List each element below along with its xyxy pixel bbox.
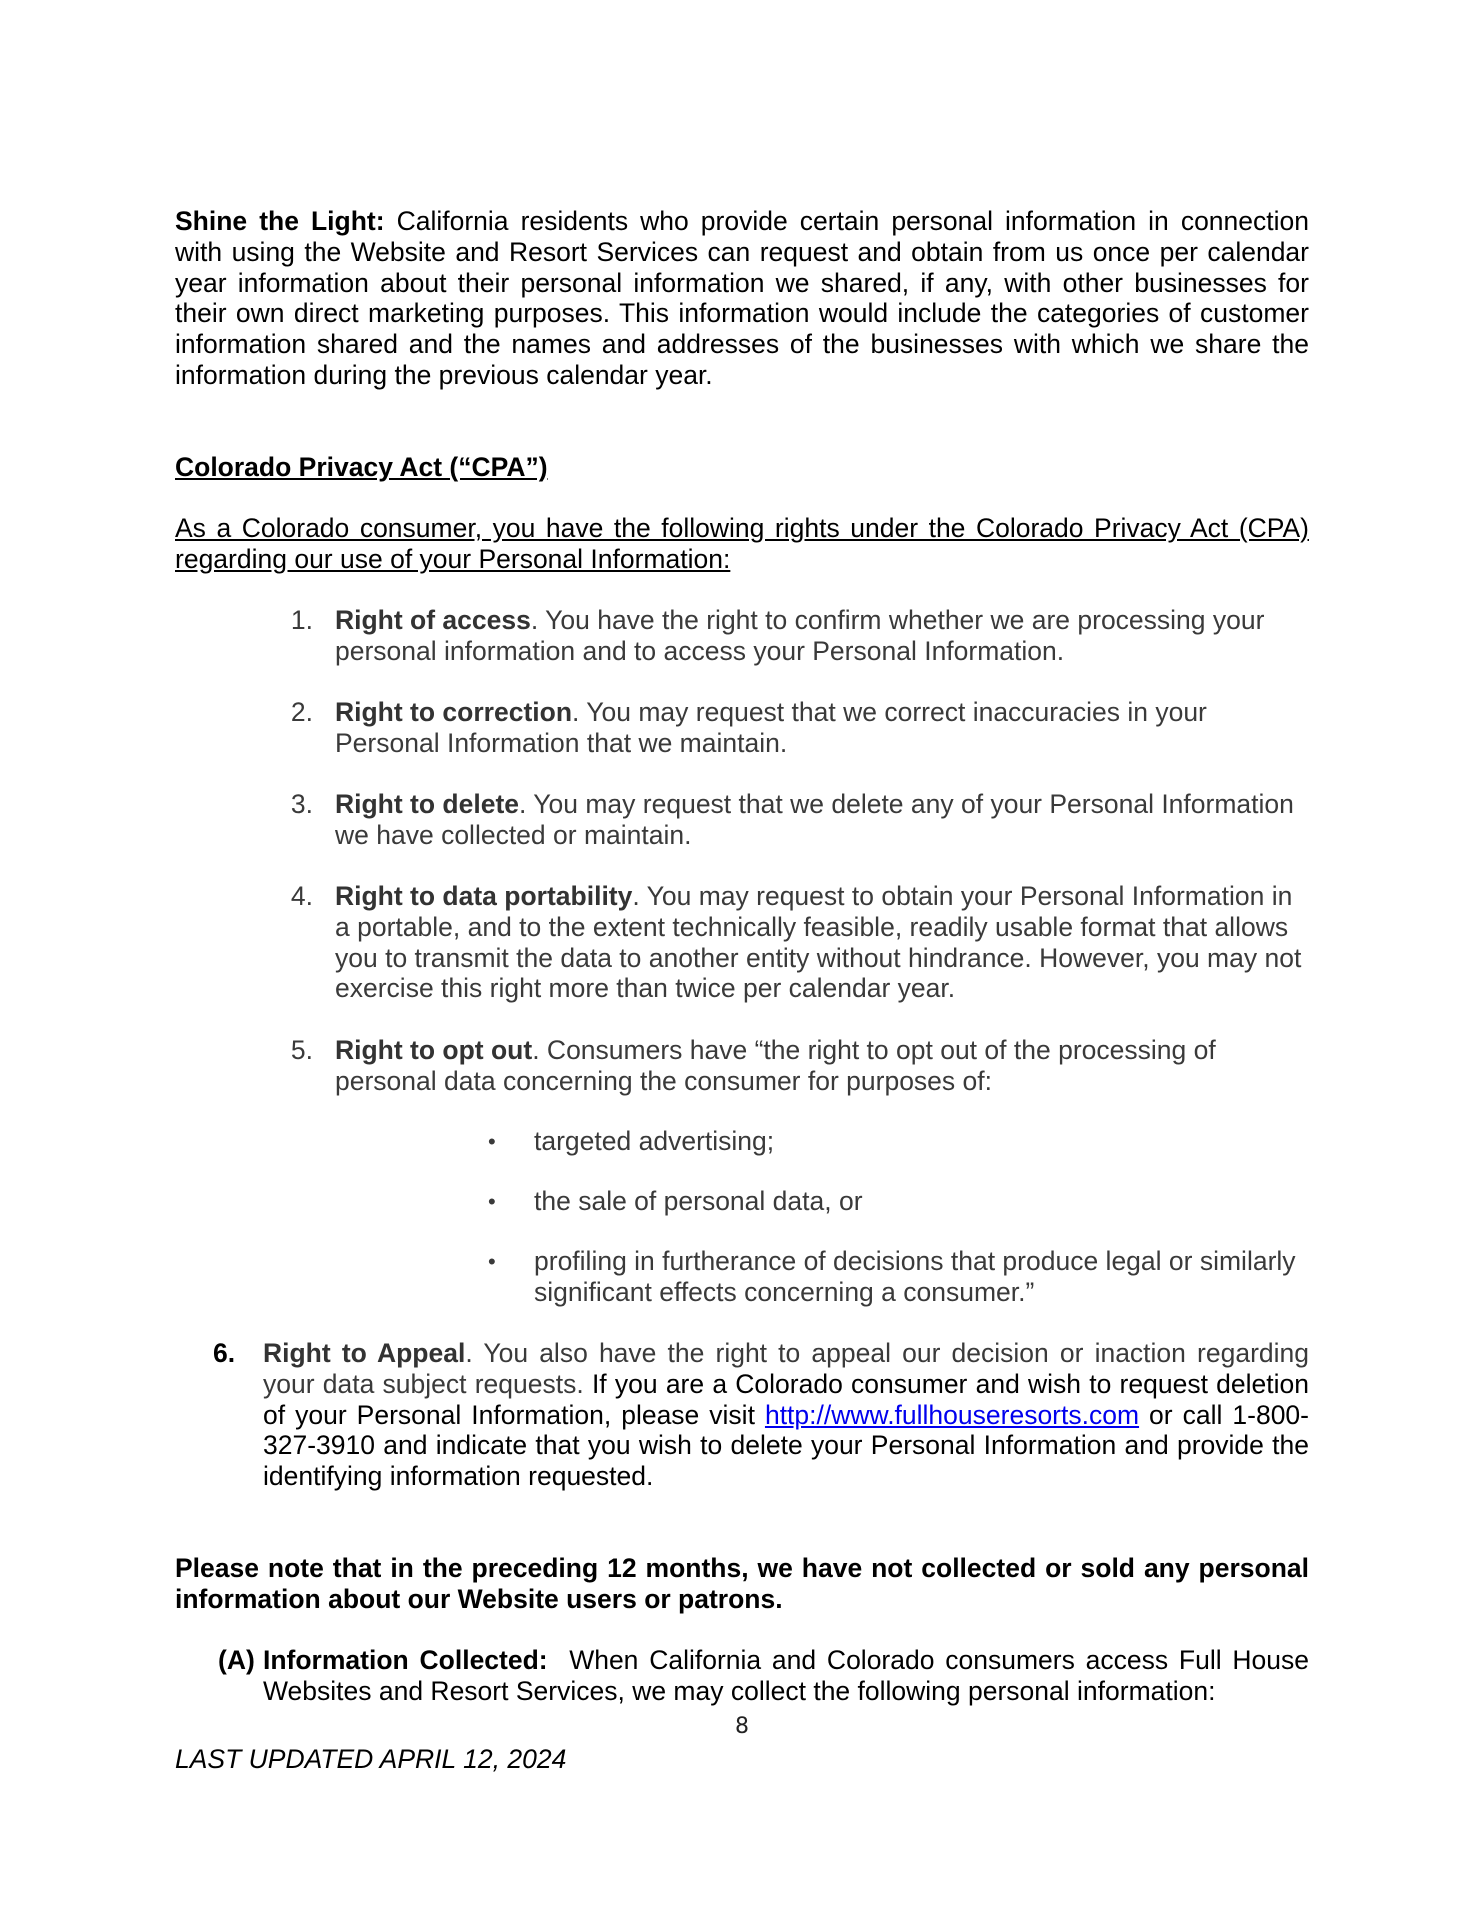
information-collected-item bbox=[218, 1645, 1317, 1707]
shine-the-light-heading: Shine the Light: bbox=[175, 206, 385, 236]
right-number: 3. bbox=[290, 789, 313, 819]
bullet-icon: • bbox=[488, 1189, 496, 1214]
shine-the-light-text: California residents who provide certain personal information in connection with using the Website and Resort Services can request and obtain from us once per calendar year information about their personal information we shared, if any, with other businesses for their own direct marketing purposes. This information would include the categories of customer information shared and the names and addresses of the businesses with which we share the information during the previous calendar year. bbox=[175, 206, 1310, 390]
appeal-title: Right to Appeal bbox=[263, 1338, 466, 1368]
right-title: Right to data portability bbox=[335, 881, 633, 911]
page-number: 8 bbox=[735, 1714, 749, 1739]
right-item-3 bbox=[290, 789, 1310, 851]
opt-out-bullet-2 bbox=[488, 1186, 1310, 1217]
right-title: Right to delete bbox=[335, 789, 520, 819]
right-number: 1. bbox=[290, 605, 313, 635]
opt-out-bullet-1 bbox=[488, 1126, 1310, 1157]
appeal-text-gray: . You also have the right to appeal our decision or inaction regarding your data subject requests. bbox=[263, 1338, 1309, 1399]
right-number: 2. bbox=[290, 697, 313, 727]
cpa-section-title: Colorado Privacy Act (“CPA”) bbox=[175, 452, 548, 482]
appeal-text-1: If you are a Colorado consumer and wish to request deletion of your Personal Information, please visit bbox=[263, 1368, 1309, 1430]
right-number: 5. bbox=[290, 1035, 313, 1065]
bullet-text: targeted advertising; bbox=[534, 1126, 775, 1156]
right-item-4 bbox=[290, 881, 1310, 1004]
bullet-icon: • bbox=[488, 1129, 496, 1154]
right-text: . You may request to obtain your Personal Information in a portable, and to the extent technically feasible, readily usable format that allows you to transmit the data to another entity without hindrance. However, you may not exercise this right more than twice per calendar year. bbox=[335, 881, 1302, 1004]
cpa-intro: As a Colorado consumer, you have the following rights under the Colorado Privacy Act (CPA) regarding our use of your Personal Information: bbox=[175, 513, 1309, 574]
right-number: 4. bbox=[290, 881, 313, 911]
right-item-5 bbox=[290, 1035, 1310, 1097]
right-item-2 bbox=[290, 697, 1310, 759]
right-to-appeal-item bbox=[213, 1338, 1309, 1492]
opt-out-bullet-3 bbox=[488, 1246, 1310, 1308]
bullet-text: the sale of personal data, or bbox=[534, 1186, 863, 1216]
appeal-number: 6. bbox=[213, 1338, 236, 1368]
info-collected-label: (A) bbox=[218, 1645, 255, 1675]
info-collected-title: Information Collected: bbox=[263, 1645, 548, 1675]
right-text: . You have the right to confirm whether we are processing your personal information and to access your Personal Information. bbox=[335, 605, 1265, 666]
right-text: . You may request that we delete any of your Personal Information we have collected or maintain. bbox=[335, 789, 1294, 850]
shine-the-light-paragraph bbox=[175, 206, 1309, 391]
bullet-icon: • bbox=[488, 1249, 496, 1274]
fullhouse-website-link[interactable]: http://www.fullhouseresorts.com bbox=[764, 1399, 1140, 1430]
last-updated-footer: LAST UPDATED APRIL 12, 2024 bbox=[175, 1744, 567, 1774]
appeal-text-2: or call 1-800-327-3910 and indicate that you wish to delete your Personal Information and provide the identifying information requested. bbox=[263, 1399, 1309, 1492]
right-title: Right to correction bbox=[335, 697, 573, 727]
right-item-1 bbox=[290, 605, 1310, 667]
right-title: Right to opt out bbox=[335, 1035, 533, 1065]
right-text: . You may request that we correct inaccuracies in your Personal Information that we maintain. bbox=[335, 697, 1207, 758]
collection-note: Please note that in the preceding 12 months, we have not collected or sold any personal information about our Website users or patrons. bbox=[175, 1553, 1309, 1614]
right-title: Right of access bbox=[335, 605, 531, 635]
right-text: . Consumers have “the right to opt out of the processing of personal data concerning the consumer for purposes of: bbox=[335, 1035, 1216, 1096]
bullet-text: profiling in furtherance of decisions that produce legal or similarly significant effects concerning a consumer.” bbox=[534, 1246, 1296, 1307]
info-collected-text: When California and Colorado consumers access Full House Websites and Resort Services, we may collect the following personal information: bbox=[263, 1645, 1317, 1706]
